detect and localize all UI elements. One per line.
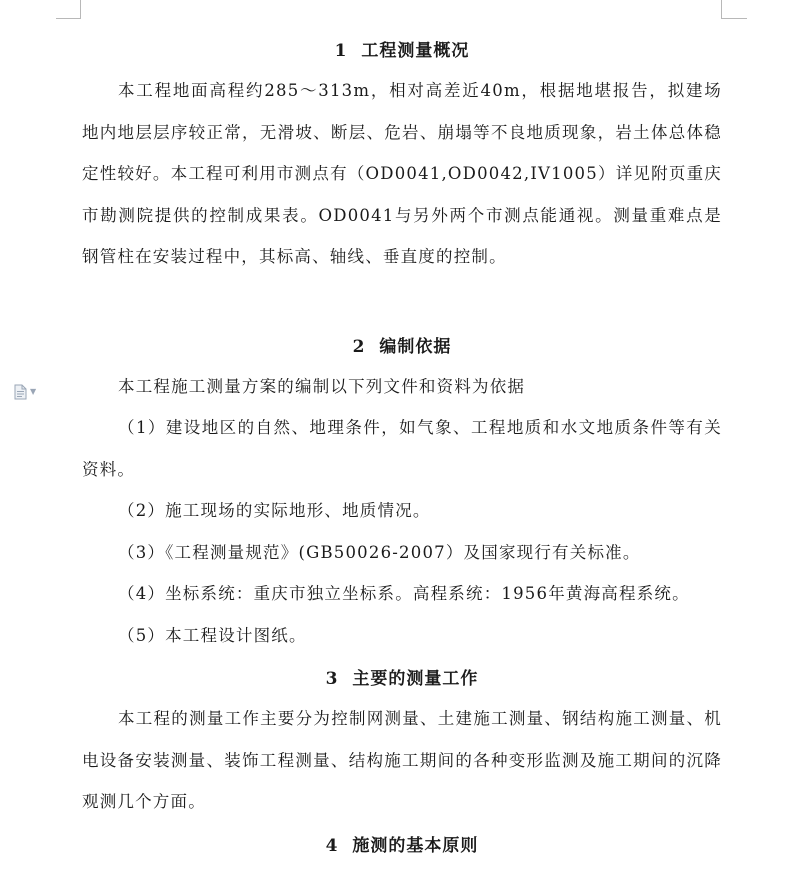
section-1-paragraph: 本工程地面高程约285～313m，相对高差近40m，根据地堪报告，拟建场地内地层层序较正常，无滑坡、断层、危岩、崩塌等不良地质现象，岩土体总体稳定性较好。本工程可利用市测点有（OD0041,OD0042,IV1005）详见附页重庆市勘测院提供的控制成果表。OD0041与另外两个市测点能通视。测量重难点是钢管柱在安装过程中，其标高、轴线、垂直度的控制。 (82, 81, 722, 266)
list-item: （4）坐标系统：重庆市独立坐标系。高程系统：1956年黄海高程系统。 (118, 584, 690, 603)
section-4-number: 4 (325, 835, 339, 856)
section-4-heading (82, 827, 722, 865)
crop-mark-right-vertical (721, 0, 722, 18)
section-2-number: 2 (352, 336, 366, 357)
section-2-title: 编制依据 (379, 336, 452, 357)
document-body (82, 32, 722, 865)
crop-mark-right-horizontal (721, 18, 747, 19)
crop-mark-left-vertical (80, 0, 81, 18)
list-item: （2）施工现场的实际地形、地质情况。 (118, 501, 431, 520)
section-3-paragraph: 本工程的测量工作主要分为控制网测量、土建施工测量、钢结构施工测量、机电设备安装测量、装饰工程测量、结构施工期间的各种变形监测及施工期间的沉降观测几个方面。 (82, 709, 722, 811)
list-item: （1）建设地区的自然、地理条件，如气象、工程地质和水文地质条件等有关资料。 (82, 418, 722, 479)
list-item: （5）本工程设计图纸。 (118, 625, 307, 645)
chevron-down-icon: ▼ (30, 387, 37, 396)
document-icon (14, 384, 27, 400)
section-3-heading (82, 660, 722, 698)
spacer (82, 278, 722, 328)
section-1-title: 工程测量概况 (361, 41, 470, 61)
document-outline-icon[interactable] (14, 384, 42, 400)
section-4-title: 施测的基本原则 (352, 835, 479, 856)
section-1-number: 1 (334, 41, 348, 61)
section-3-title: 主要的测量工作 (352, 669, 479, 689)
section-3-number: 3 (325, 669, 339, 689)
section-1-heading (82, 32, 722, 70)
list-item: （3）《工程测量规范》(GB50026-2007）及国家现行有关标准。 (118, 542, 641, 562)
section-2-heading (82, 328, 722, 366)
section-2-intro: 本工程施工测量方案的编制以下列文件和资料为依据 (118, 376, 526, 396)
crop-mark-left-horizontal (56, 18, 81, 19)
